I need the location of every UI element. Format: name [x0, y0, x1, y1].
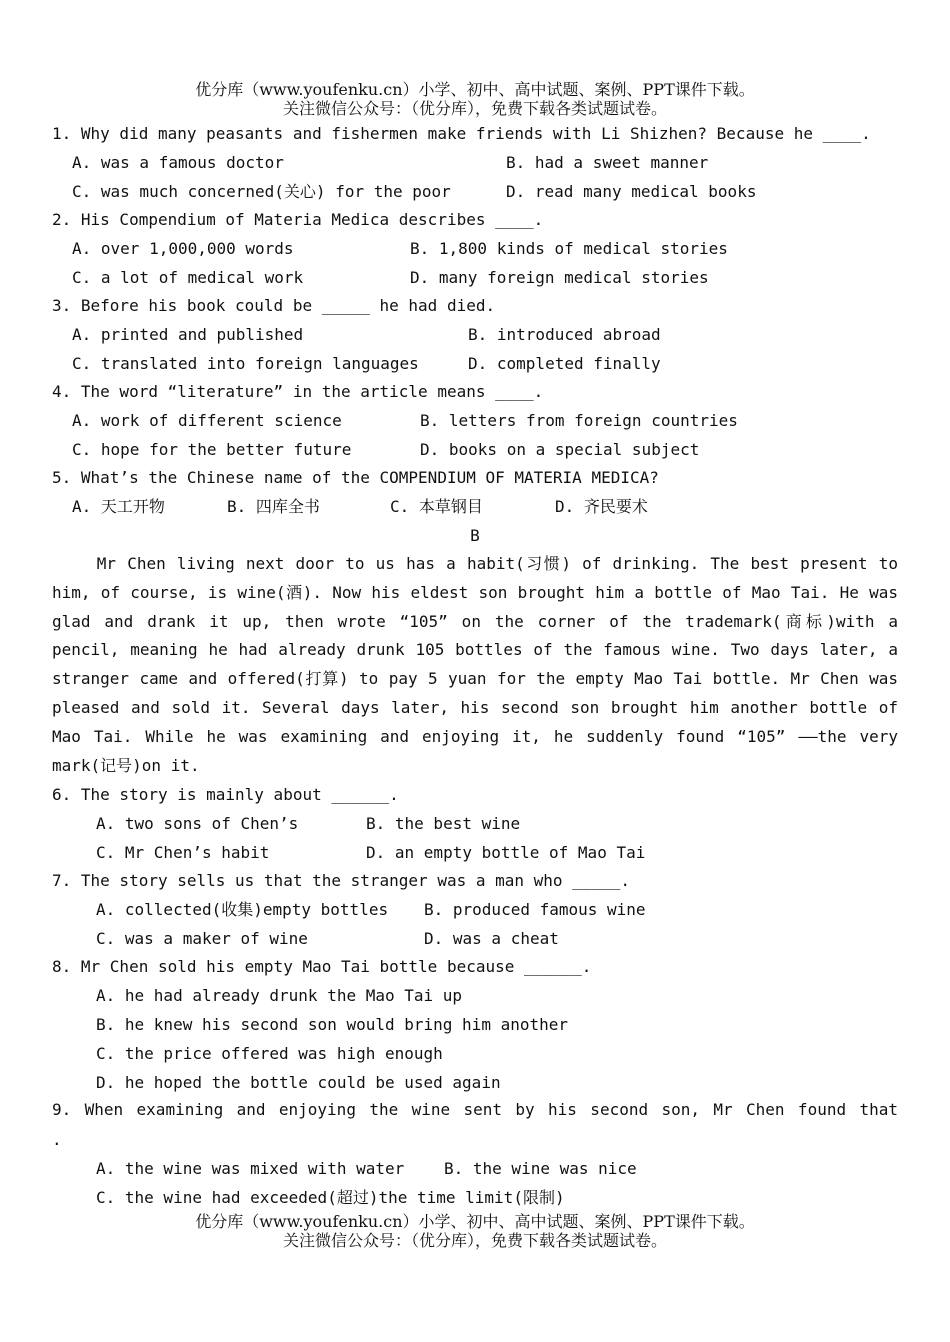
question-4-option-b: B. letters from foreign countries — [420, 411, 738, 430]
question-2-option-d: D. many foreign medical stories — [410, 268, 709, 287]
passage-b: Mr Chen living next door to us has a habit(习惯) of drinking. The best present to him, of course, is wine(酒). Now his eldest son brought him a bottle of Mao Tai. He was glad and drank it up, then wrote “105” on the corner of the trademark(商标)with a pencil, meaning he had already drunk 105 bottles of the famous wine. Two days later, a stranger came and offered(打算) to pay 5 yuan for the empty Mao Tai bottle. Mr Chen was pleased and sold it. Several days later, his second son brought him another bottle of Mao Tai. While he was examining and enjoying it, he suddenly found “105” ——the very mark(记号)on it. — [52, 554, 898, 775]
question-5-stem: 5. What’s the Chinese name of the COMPENDIUM OF MATERIA MEDICA? — [52, 468, 659, 487]
question-9-option-a: A. the wine was mixed with water — [96, 1159, 405, 1178]
question-8-option-a: A. he had already drunk the Mao Tai up — [96, 986, 463, 1005]
question-7-option-b: B. produced famous wine — [424, 900, 646, 919]
question-7-option-c: C. was a maker of wine — [96, 929, 308, 948]
question-4-option-c: C. hope for the better future — [72, 440, 352, 459]
question-7-option-a: A. collected(收集)empty bottles — [96, 900, 389, 919]
question-9-option-c: C. the wine had exceeded(超过)the time limit(限制) — [96, 1188, 565, 1207]
header-line-2: 关注微信公众号：（优分库），免费下载各类试题试卷。 — [282, 99, 667, 118]
question-3-option-b: B. introduced abroad — [468, 325, 661, 344]
question-2-option-b: B. 1,800 kinds of medical stories — [410, 239, 728, 258]
question-9-stem: 9. When examining and enjoying the wine sent by his second son, Mr Chen found that — [52, 1100, 898, 1119]
question-3-option-d: D. completed finally — [468, 354, 661, 373]
question-4-stem: 4. The word “literature” in the article means ____. — [52, 382, 544, 401]
question-7-stem: 7. The story sells us that the stranger was a man who _____. — [52, 871, 630, 890]
question-6-option-a: A. two sons of Chen’s — [96, 814, 299, 833]
question-8-stem: 8. Mr Chen sold his empty Mao Tai bottle because ______. — [52, 957, 592, 976]
question-7-option-d: D. was a cheat — [424, 929, 559, 948]
question-8-option-c: C. the price offered was high enough — [96, 1044, 443, 1063]
question-9-option-b: B. the wine was nice — [444, 1159, 637, 1178]
footer-line-2: 关注微信公众号：（优分库），免费下载各类试题试卷。 — [282, 1231, 667, 1250]
question-6-option-d: D. an empty bottle of Mao Tai — [366, 843, 646, 862]
question-2-option-c: C. a lot of medical work — [72, 268, 304, 287]
footer-line-1: 优分库（www.youfenku.cn）小学、初中、高中试题、案例、PPT课件下载。 — [195, 1212, 755, 1231]
question-3-stem: 3. Before his book could be _____ he had died. — [52, 296, 496, 315]
question-1-option-c: C. was much concerned(关心) for the poor — [72, 182, 451, 201]
question-1-stem: 1. Why did many peasants and fishermen make friends with Li Shizhen? Because he ____. — [52, 124, 871, 143]
question-2-option-a: A. over 1,000,000 words — [72, 239, 294, 258]
question-6-option-c: C. Mr Chen’s habit — [96, 843, 270, 862]
question-6-stem: 6. The story is mainly about ______. — [52, 785, 399, 804]
question-1-option-b: B. had a sweet manner — [506, 153, 709, 172]
question-2-stem: 2. His Compendium of Materia Medica describes ____. — [52, 210, 544, 229]
question-9-stem-continuation: . — [52, 1130, 62, 1149]
question-5-option-c: C. 本草钢目 — [390, 497, 483, 516]
question-5-option-a: A. 天工开物 — [72, 497, 165, 516]
question-5-option-b: B. 四库全书 — [227, 497, 320, 516]
question-5-option-d: D. 齐民要术 — [555, 497, 648, 516]
question-4-option-d: D. books on a special subject — [420, 440, 700, 459]
question-8-option-b: B. he knew his second son would bring him another — [96, 1015, 569, 1034]
question-8-option-d: D. he hoped the bottle could be used again — [96, 1073, 501, 1092]
question-6-option-b: B. the best wine — [366, 814, 521, 833]
question-3-option-a: A. printed and published — [72, 325, 304, 344]
question-3-option-c: C. translated into foreign languages — [72, 354, 419, 373]
question-1-option-a: A. was a famous doctor — [72, 153, 284, 172]
question-4-option-a: A. work of different science — [72, 411, 342, 430]
question-1-option-d: D. read many medical books — [506, 182, 757, 201]
header-line-1: 优分库（www.youfenku.cn）小学、初中、高中试题、案例、PPT课件下载。 — [195, 80, 755, 99]
section-b-title: B — [470, 526, 480, 545]
